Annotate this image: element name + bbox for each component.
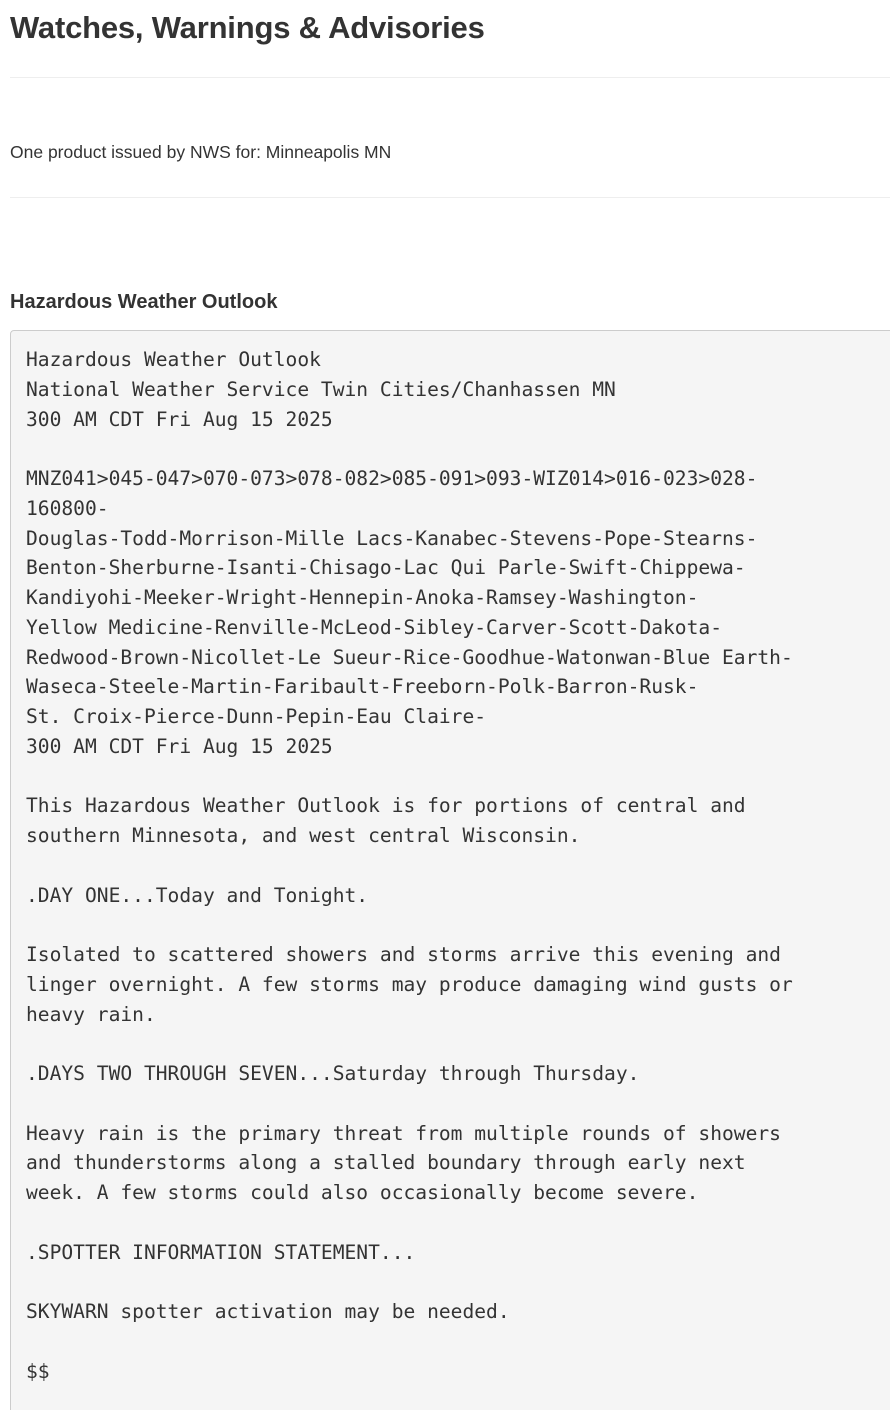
divider — [10, 77, 890, 78]
product-text: Hazardous Weather Outlook National Weather Service Twin Cities/Chanhassen MN 300 AM CDT Fri Aug 15 2025 MNZ041>045-047>070-073>078-082>085-091>093-WIZ014>016-023>028- 160800- Douglas-Todd-Morrison-Mille Lacs-Kanabec-Stevens-Pope-Stearns- Benton-Sherburne-Isanti-Chisago-Lac Qui Parle-Swift-Chippewa- Kandiyohi-Meeker-Wright-Hennepin-Anoka-Ramsey-Washington- Yellow Medicine-Renville-McLeod-Sibley-Carver-Scott-Dakota- Redwood-Brown-Nicollet-Le Sueur-Rice-Goodhue-Watonwan-Blue Earth- Waseca-Steele-Martin-Faribault-Freeborn-Polk-Barron-Rusk- St. Croix-Pierce-Dunn-Pepin-Eau Claire- 300 AM CDT Fri Aug 15 2025 This Hazardous Weather Outlook is for portions of central and southern Minnesota, and west central Wisconsin. .DAY ONE...Today and Tonight. Isolated to scattered showers and storms arrive this evening and linger overnight. A few storms may produce damaging wind gusts or heavy rain. .DAYS TWO THROUGH SEVEN...Saturday through Thursday. Heavy rain is the primary threat from multiple rounds of showers and thunderstorms along a stalled boundary through early next week. A few storms could also occasionally become severe. .SPOTTER INFORMATION STATEMENT... SKYWARN spotter activation may be needed. $$ — [26, 348, 793, 1383]
issued-summary: One product issued by NWS for: Minneapolis MN — [10, 142, 392, 162]
product-heading: Hazardous Weather Outlook — [10, 291, 278, 313]
product-text-box[interactable] — [10, 330, 890, 1410]
divider — [10, 197, 890, 198]
page-title: Watches, Warnings & Advisories — [10, 10, 485, 45]
